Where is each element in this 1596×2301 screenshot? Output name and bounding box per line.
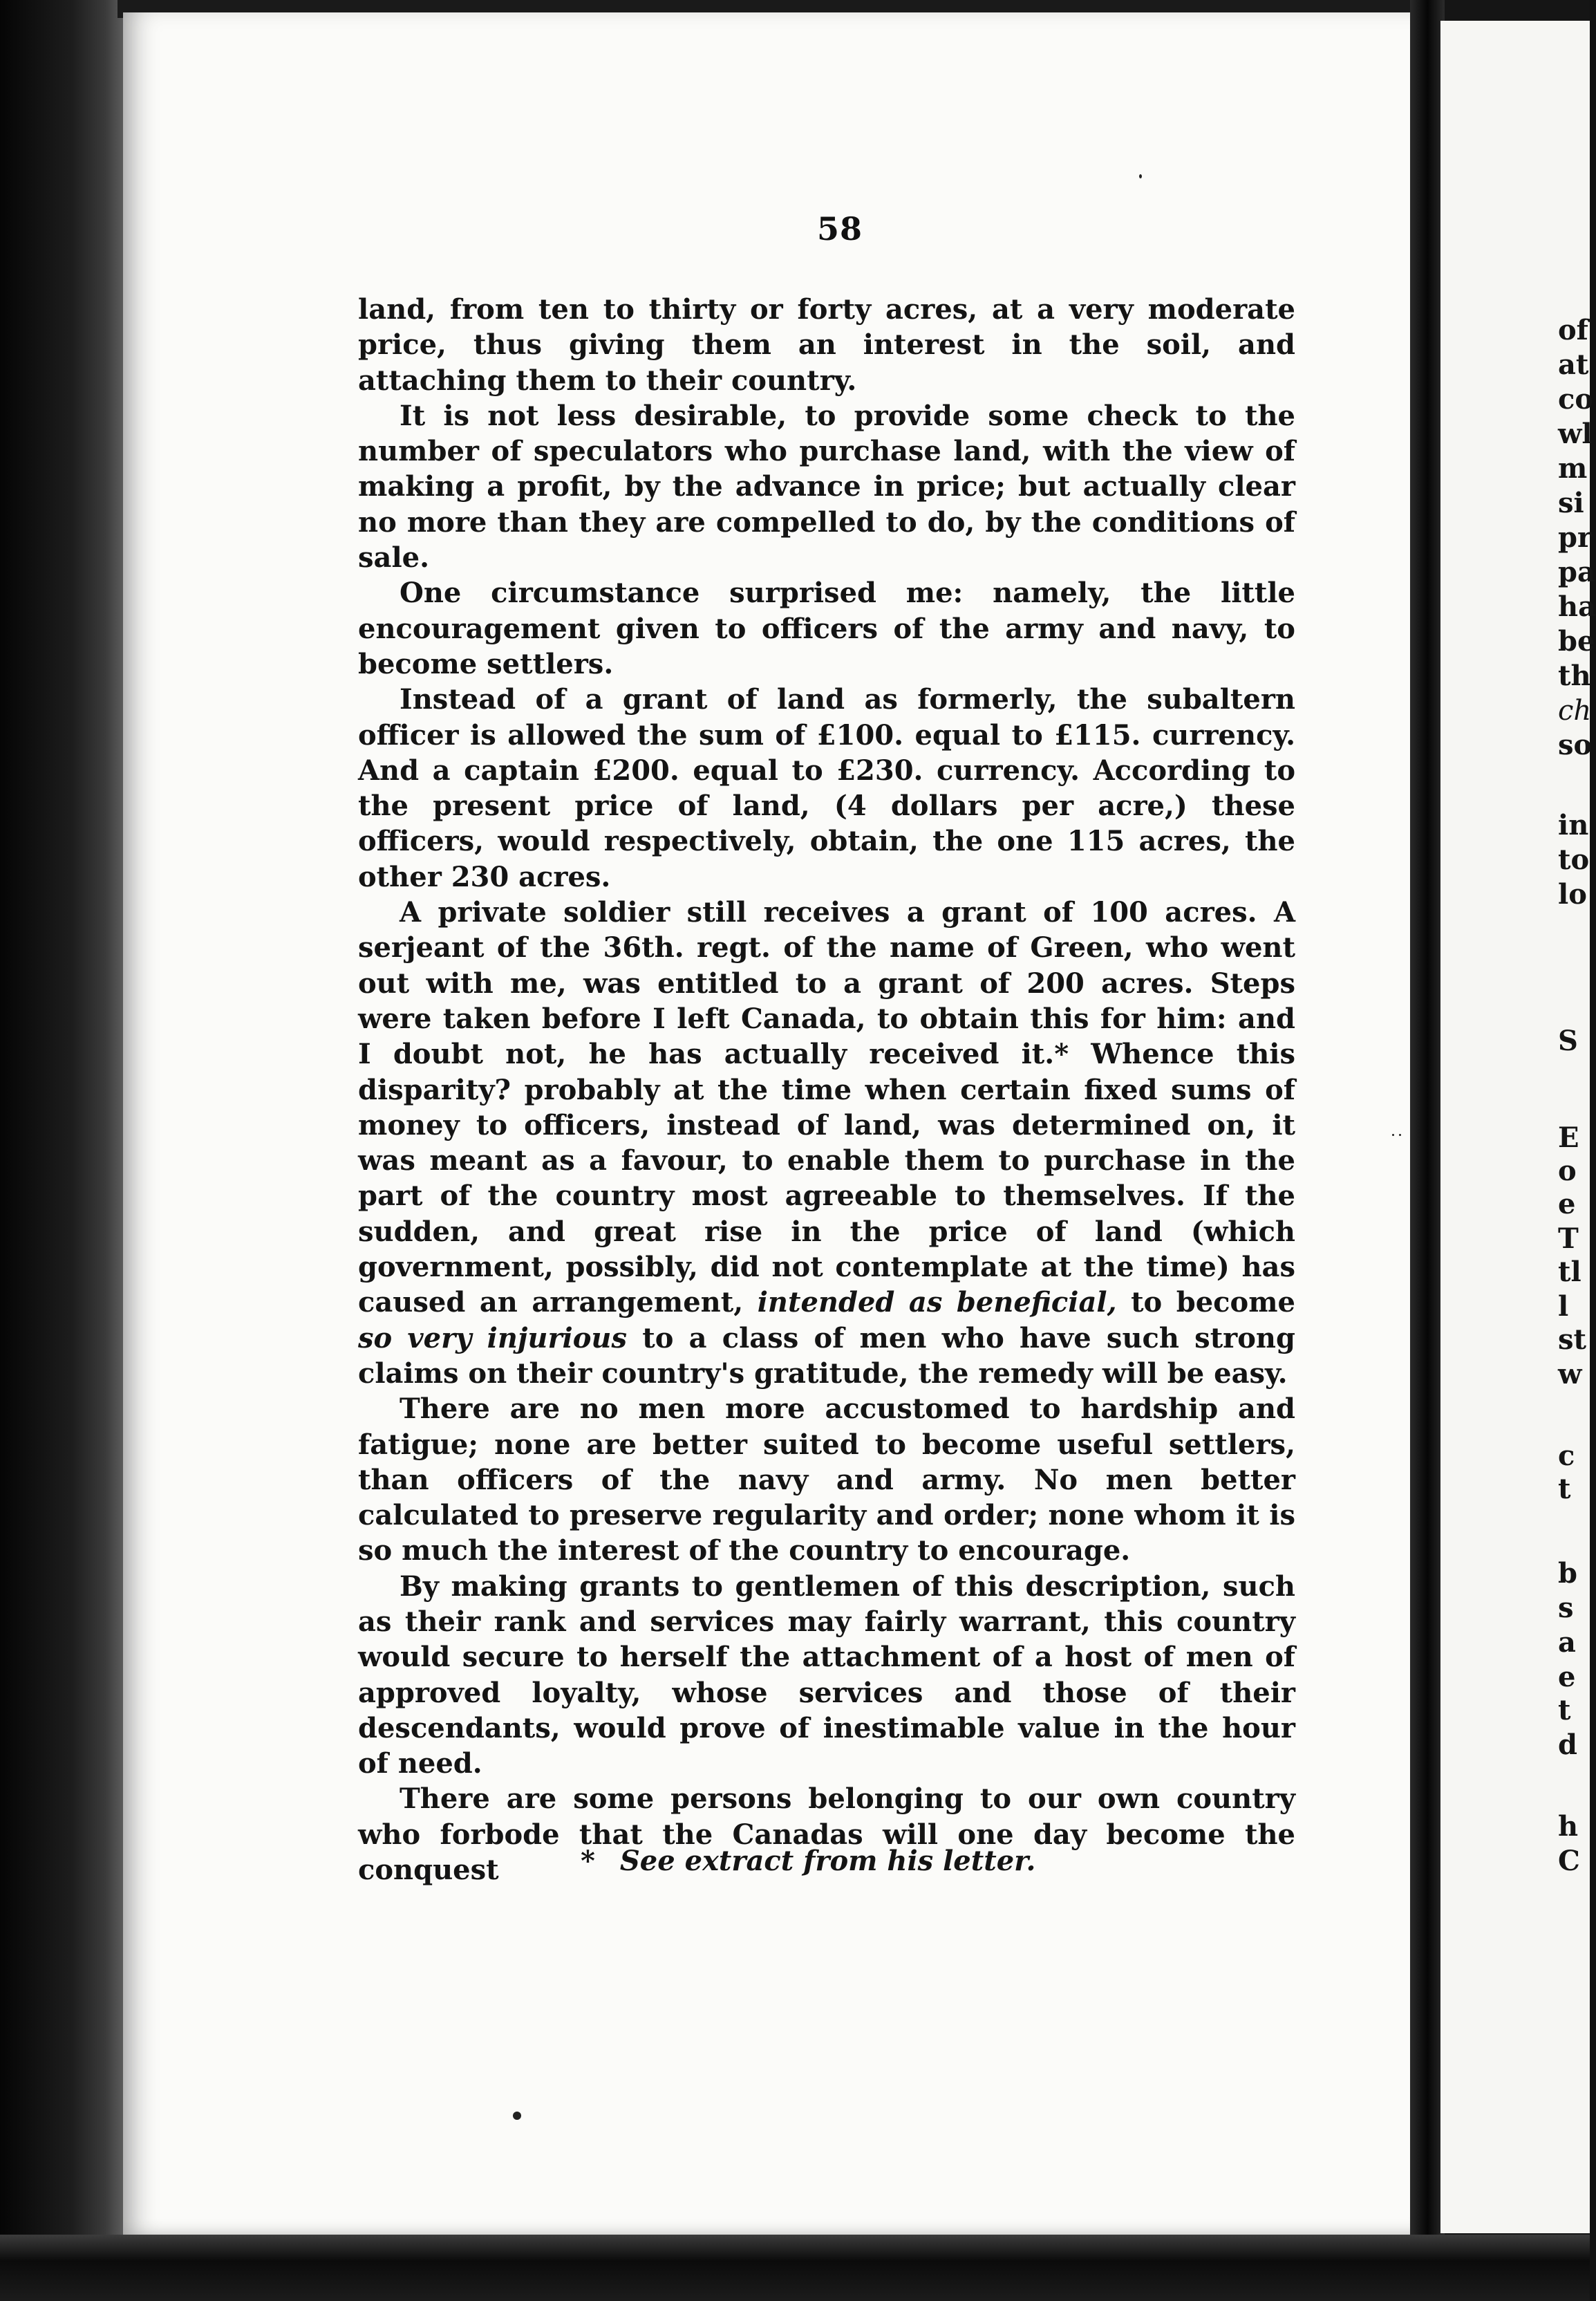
text-run: Instead of a grant of land as formerly, the subaltern officer is allowed the sum of £100. equal to £115. currency. And a captain £200. equal to £230. currency. According to the present price of land, (4 dollars per acre,) these officers, would respectively, obtain, the one 115 acres, the other 230 acres. xyxy=(358,683,1295,893)
text-run: to a class of men who have such strong claims on their country's gratitude, the remedy will be easy. xyxy=(358,1321,1295,1390)
paragraph xyxy=(358,1569,1295,1782)
facing-page-text-fragment: b xyxy=(1558,1557,1577,1590)
ink-speck xyxy=(1392,1134,1394,1136)
facing-page-text-fragment: o xyxy=(1558,1155,1577,1187)
facing-page-text-fragment: in xyxy=(1558,809,1589,841)
text-run: land, from ten to thirty or forty acres, at a very moderate price, thus giving them an interest in the soil, and attaching them to their country. xyxy=(358,293,1295,397)
italic-text: intended as beneficial, xyxy=(757,1286,1117,1319)
facing-page-text-fragment: e xyxy=(1558,1188,1576,1220)
facing-page-text-fragment: e xyxy=(1558,1661,1576,1693)
facing-page-text-fragment: h xyxy=(1558,1810,1579,1843)
facing-page-text-fragment: m xyxy=(1558,452,1588,485)
facing-page-text-fragment: be xyxy=(1558,625,1595,658)
paragraph xyxy=(358,895,1295,1391)
facing-page-text-fragment: at xyxy=(1558,348,1589,381)
ink-speck xyxy=(513,2112,521,2120)
facing-page-text-fragment: pr xyxy=(1558,521,1593,554)
facing-page-text-fragment: co xyxy=(1558,383,1594,416)
facing-page-text-fragment: of xyxy=(1558,314,1588,346)
facing-page-text-fragment: th xyxy=(1558,660,1591,692)
book-gutter xyxy=(1410,0,1445,2301)
facing-page-text-fragment: ch xyxy=(1558,695,1592,727)
facing-page-text-fragment: ha xyxy=(1558,590,1596,623)
facing-page-text-fragment: t xyxy=(1558,1473,1571,1505)
facing-page-text-fragment: pa xyxy=(1558,556,1595,588)
facing-page-text-fragment: c xyxy=(1558,1440,1575,1472)
paragraph xyxy=(358,398,1295,575)
facing-page-text-fragment: l xyxy=(1558,1290,1569,1323)
facing-page-text-fragment: d xyxy=(1558,1729,1577,1761)
paragraph xyxy=(358,682,1295,895)
italic-text: so very injurious xyxy=(358,1321,628,1354)
scan-edge-bottom xyxy=(0,2235,1590,2301)
page-body-text xyxy=(358,292,1295,1888)
facing-page-text-fragment: lo xyxy=(1558,878,1587,911)
ink-speck xyxy=(1399,1134,1401,1136)
page-number: 58 xyxy=(816,210,863,248)
facing-page-text-fragment: T xyxy=(1558,1222,1579,1255)
text-run: to become xyxy=(1116,1286,1295,1319)
binding-edge-left xyxy=(0,0,131,2301)
facing-page-text-fragment: C xyxy=(1558,1845,1580,1877)
facing-page-text-fragment: so xyxy=(1558,729,1593,761)
text-run: A private soldier still receives a grant of 100 acres. A serjeant of the 36th. regt. of the name of Green, who went out with me, was entitled to a grant of 200 acres. Steps were taken before I left Canada, to obtain this for him: and I doubt not, he has actually received it.* Whence this disparity? probably at the time when certain fixed sums of money to officers, instead of land, was determined on, it was meant as a favour, to enable them to purchase in the part of the country most agreeable to themselves. If the sudden, and great rise in the price of land (which government, possibly, did not contemplate at the time) has caused an arrangement, xyxy=(358,896,1295,1319)
facing-page-text-fragment: w xyxy=(1558,1358,1582,1390)
facing-page-text-fragment: st xyxy=(1558,1323,1586,1356)
facing-page-text-fragment: tl xyxy=(1558,1256,1581,1288)
facing-page-text-fragment: a xyxy=(1558,1626,1576,1659)
adjacent-page-fragment xyxy=(1440,21,1596,2233)
paragraph xyxy=(358,292,1295,398)
facing-page-text-fragment: si xyxy=(1558,487,1584,519)
paragraph xyxy=(358,575,1295,682)
paragraph xyxy=(358,1391,1295,1568)
facing-page-text-fragment: E xyxy=(1558,1121,1579,1154)
text-run: One circumstance surprised me: namely, the little encouragement given to officers of the army and navy, to become settlers. xyxy=(358,577,1295,680)
text-run: It is not less desirable, to provide some check to the number of speculators who purchase land, with the view of making a profit, by the advance in price; but actually clear no more than they are compelled to do, by the conditions of sale. xyxy=(358,399,1295,575)
footnote-marker: * xyxy=(581,1845,595,1877)
ink-speck xyxy=(1139,174,1142,178)
facing-page-text-fragment: S xyxy=(1558,1025,1578,1057)
facing-page-text-fragment: s xyxy=(1558,1592,1574,1624)
text-run: There are no men more accustomed to hardship and fatigue; none are better suited to become useful settlers, than officers of the navy and army. No men better calculated to preserve regularity and order; none whom it is so much the interest of the country to encourage. xyxy=(358,1392,1295,1567)
footnote-text: See extract from his letter. xyxy=(619,1845,1036,1877)
facing-page-text-fragment: wl xyxy=(1558,418,1593,450)
text-run: There are some persons belonging to our own country who forbode that the Canadas will one day become the conquest xyxy=(358,1782,1295,1887)
facing-page-text-fragment: to xyxy=(1558,844,1590,876)
facing-page-text-fragment: t xyxy=(1558,1694,1571,1726)
text-run: By making grants to gentlemen of this description, such as their rank and services may fairly warrant, this country would secure to herself the attachment of a host of men of approved loyalty, whose services and those of their descendants, would prove of inestimable value in the hour of need. xyxy=(358,1569,1295,1780)
footnote xyxy=(581,1845,1203,1877)
